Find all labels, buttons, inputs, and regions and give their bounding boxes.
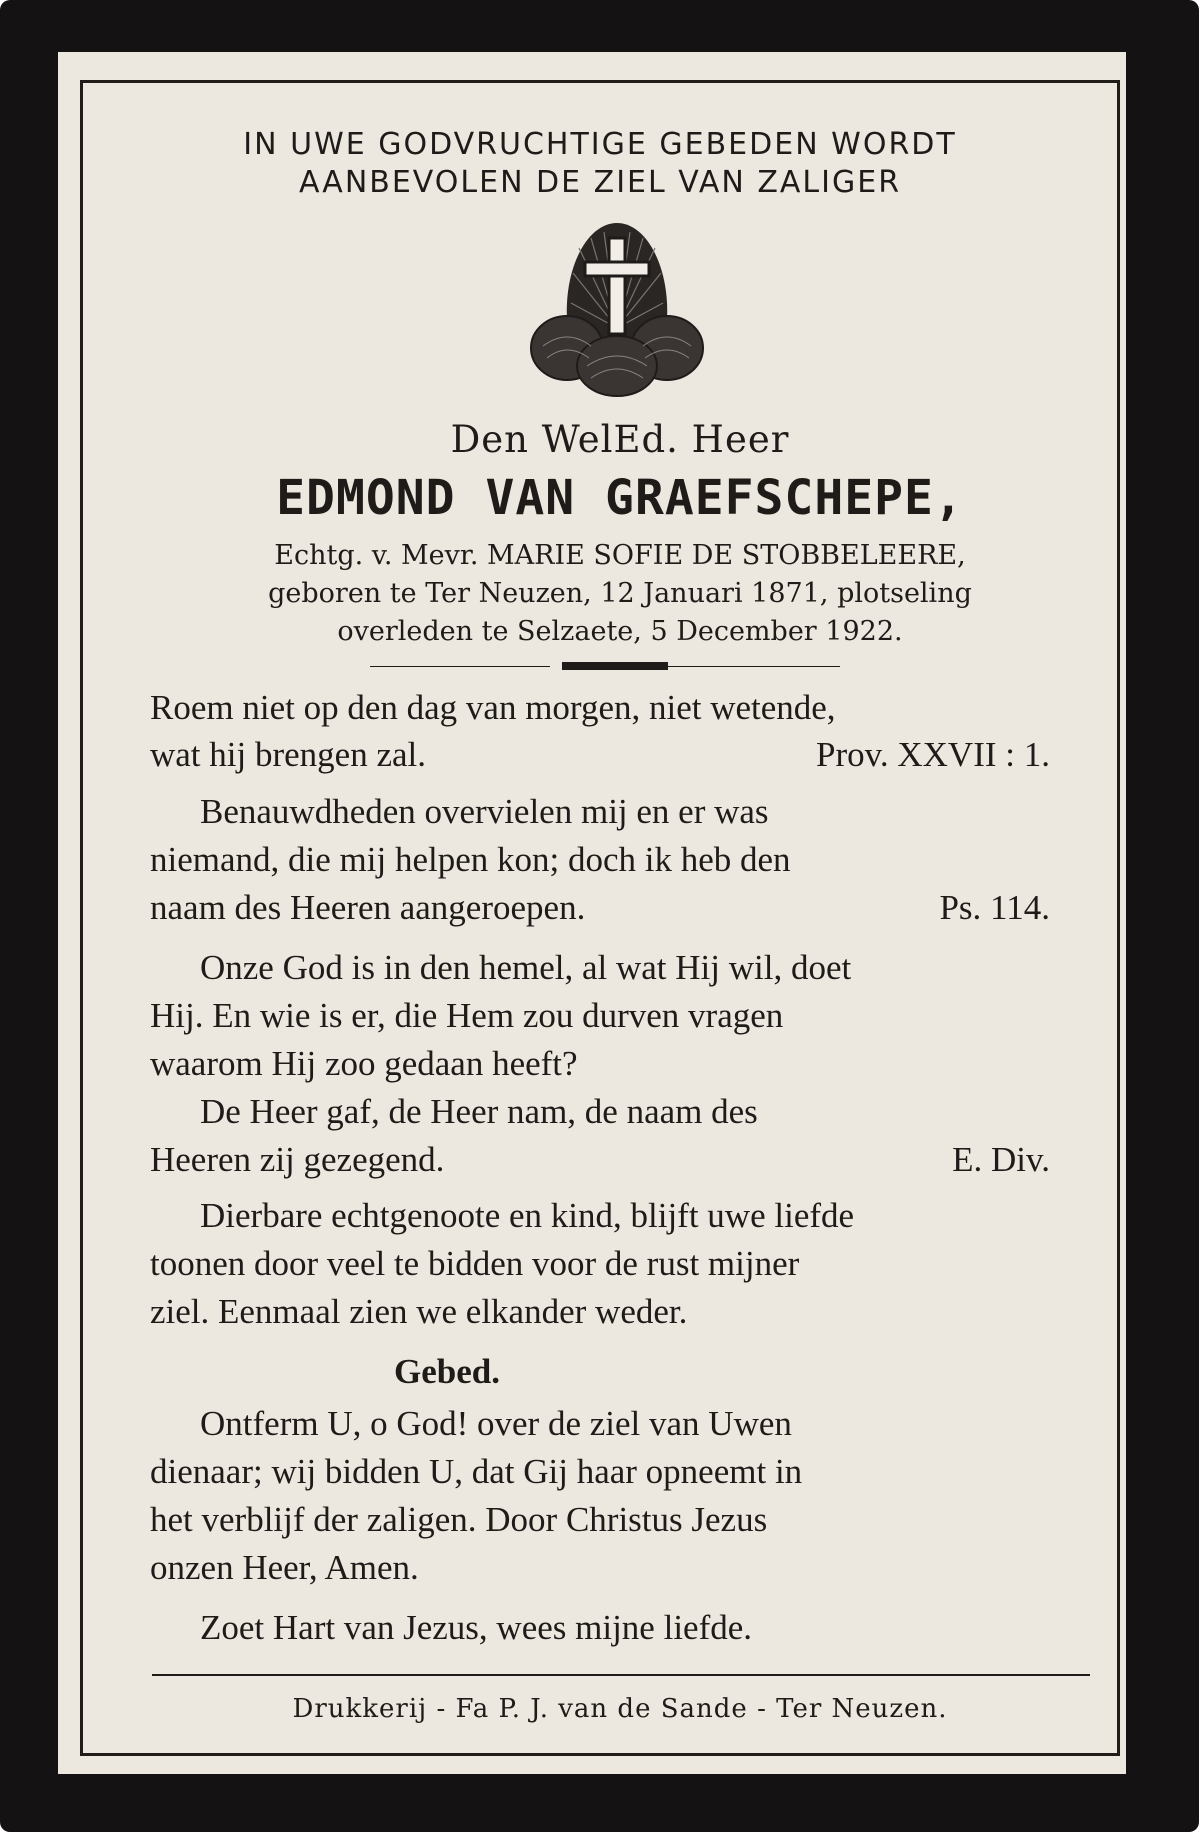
verse-2-text: naam des Heeren aangeroepen.: [150, 888, 586, 927]
verse-5-line-3: ziel. Eenmaal zien we elkander weder.: [150, 1292, 688, 1331]
verse-4-text: Heeren zij gezegend.: [150, 1140, 445, 1179]
verse-1-line-1: Roem niet op den dag van morgen, niet wetende,: [150, 688, 836, 727]
verse-2-line-1: Benauwdheden overvielen mij en er was: [200, 792, 769, 831]
verse-3-line-3: waarom Hij zoo gedaan heeft?: [150, 1044, 578, 1083]
header-line-1: IN UWE GODVRUCHTIGE GEBEDEN WORDT: [243, 127, 957, 162]
verse-4-line-2: [150, 1140, 1050, 1180]
salutation: Den WelEd. Heer: [450, 418, 790, 461]
verse-1-line-2: [150, 735, 1050, 775]
divider-rule-left: [370, 666, 550, 667]
verse-2-reference: Ps. 114.: [939, 888, 1050, 927]
verse-1-text: wat hij brengen zal.: [150, 735, 427, 774]
divider-bar: [562, 662, 668, 670]
death-line: overleden te Selzaete, 5 December 1922.: [337, 616, 903, 647]
prayer-title: Gebed.: [394, 1352, 500, 1391]
verse-5-line-2: toonen door veel te bidden voor de rust mijner: [150, 1244, 800, 1283]
prayer-line-3: het verblijf der zaligen. Door Christus Jezus: [150, 1500, 768, 1539]
verse-2-line-2: niemand, die mij helpen kon; doch ik heb den: [150, 840, 791, 879]
ornamental-divider: [370, 662, 840, 672]
prayer-line-1: Ontferm U, o God! over de ziel van Uwen: [200, 1404, 792, 1443]
verse-2-line-3: [150, 888, 1050, 928]
prayer-closing: Zoet Hart van Jezus, wees mijne liefde.: [200, 1608, 753, 1647]
divider-rule-right: [660, 666, 840, 667]
prayer-line-4: onzen Heer, Amen.: [150, 1548, 419, 1587]
verse-3-line-2: Hij. En wie is er, die Hem zou durven vragen: [150, 996, 784, 1035]
printer-credit: Drukkerij - Fa P. J. van de Sande - Ter Neuzen.: [292, 1694, 948, 1724]
footer-rule: [152, 1674, 1090, 1676]
header-line-2: AANBEVOLEN DE ZIEL VAN ZALIGER: [298, 165, 902, 200]
birth-line: geboren te Ter Neuzen, 12 Januari 1871, plotseling: [268, 578, 972, 609]
deceased-name: EDMOND VAN GRAEFSCHEPE,: [276, 470, 964, 526]
verse-3-line-1: Onze God is in den hemel, al wat Hij wil, doet: [200, 948, 852, 987]
cross-with-rays-and-clouds-icon: [529, 218, 705, 398]
verse-5-line-1: Dierbare echtgenoote en kind, blijft uwe liefde: [200, 1196, 855, 1235]
spouse-line: Echtg. v. Mevr. MARIE SOFIE DE STOBBELEERE,: [274, 540, 966, 571]
verse-1-reference: Prov. XXVII : 1.: [816, 735, 1050, 774]
verse-4-line-1: De Heer gaf, de Heer nam, de naam des: [200, 1092, 758, 1131]
verse-4-reference: E. Div.: [952, 1140, 1050, 1179]
prayer-line-2: dienaar; wij bidden U, dat Gij haar opneemt in: [150, 1452, 803, 1491]
